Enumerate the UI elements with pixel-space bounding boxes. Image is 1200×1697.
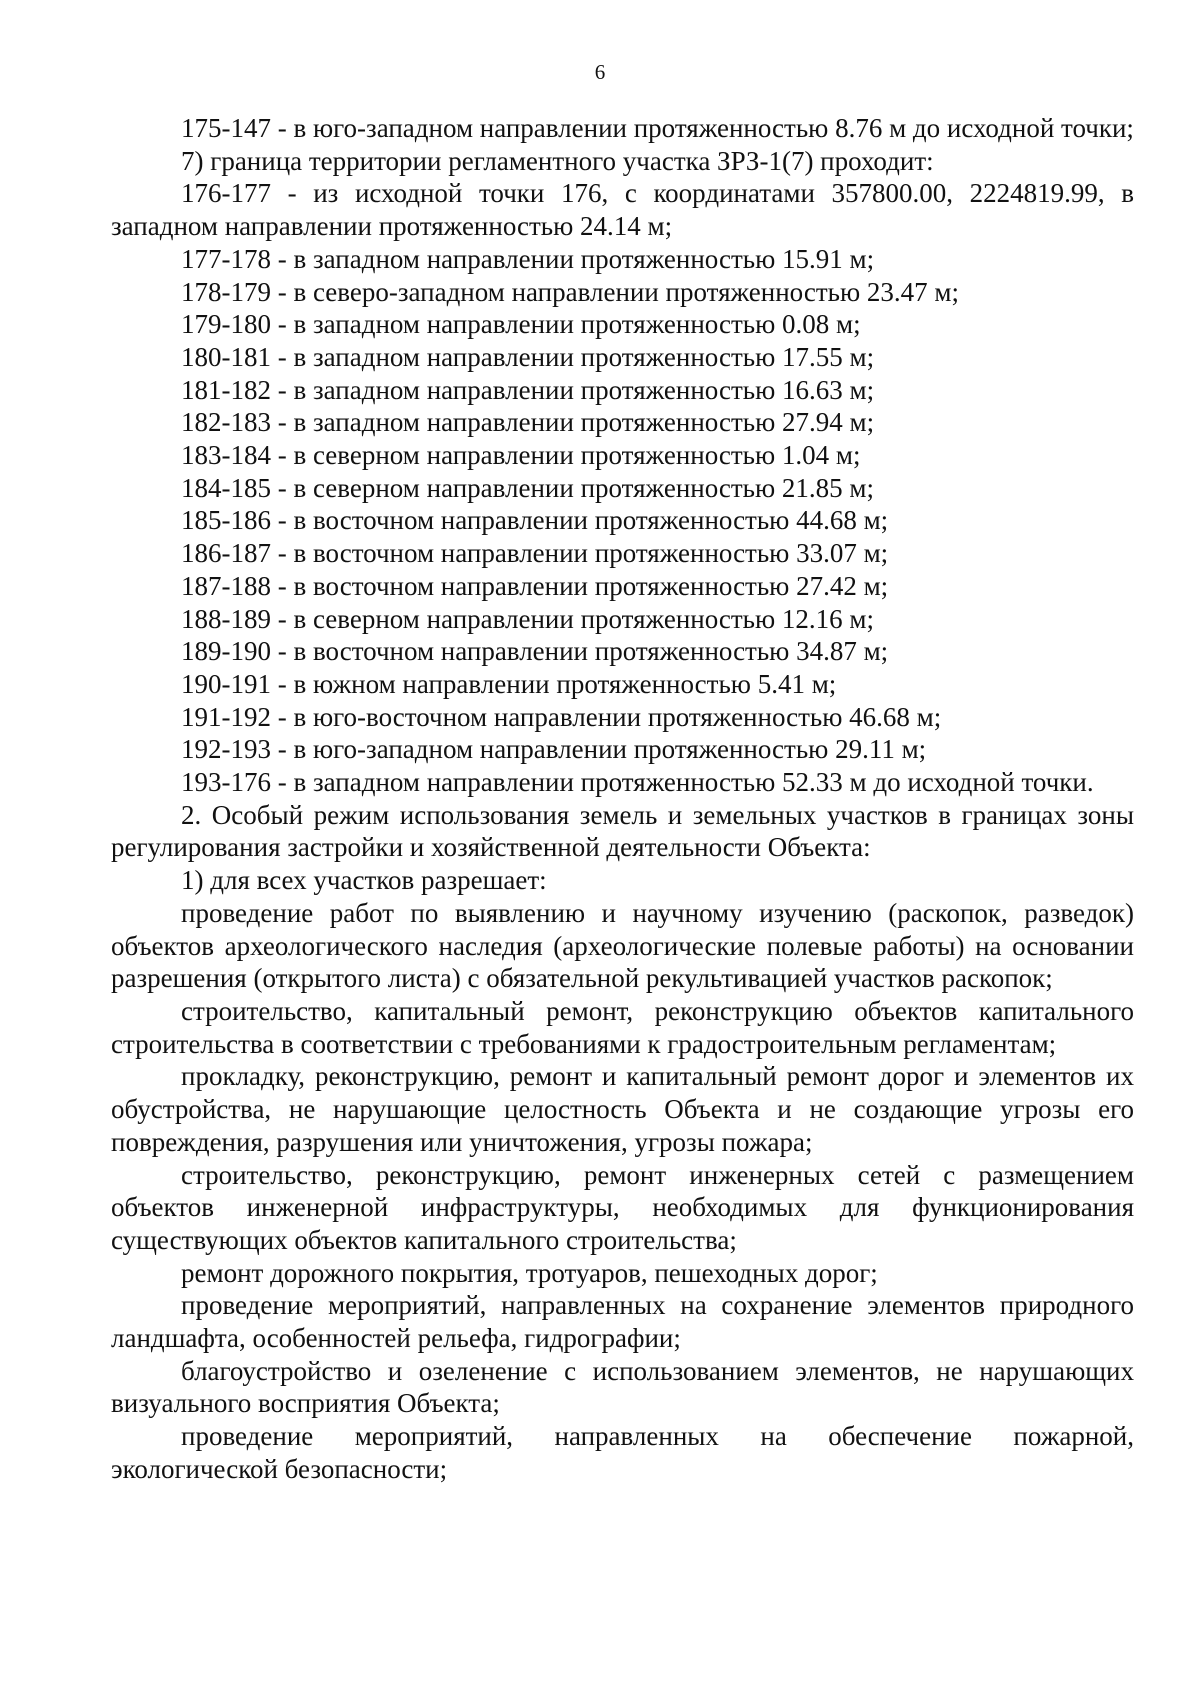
paragraph: 189-190 - в восточном направлении протяженностью 34.87 м; [181, 636, 889, 667]
paragraph: 184-185 - в северном направлении протяженностью 21.85 м; [181, 472, 874, 503]
paragraph: 192-193 - в юго-западном направлении протяженностью 29.11 м; [181, 734, 927, 765]
paragraph: 183-184 - в северном направлении протяженностью 1.04 м; [181, 440, 861, 471]
paragraph: 182-183 - в западном направлении протяженностью 27.94 м; [181, 407, 875, 438]
paragraph: проведение работ по выявлению и научному изучению (раскопок, разведок) объектов археологического наследия (археологические полевые работы) на основании разрешения (открытого листа) с обязательной рекультивацией участков раскопок; [111, 897, 1134, 994]
paragraph: 2. Особый режим использования земель и земельных участков в границах зоны регулирования застройки и хозяйственной деятельности Объекта: [111, 799, 1134, 863]
paragraph: 188-189 - в северном направлении протяженностью 12.16 м; [181, 603, 874, 634]
paragraph: строительство, реконструкцию, ремонт инженерных сетей с размещением объектов инженерной инфраструктуры, необходимых для функционирования существующих объектов капитального строительства; [111, 1159, 1134, 1255]
paragraph: 178-179 - в северо-западном направлении протяженностью 23.47 м; [181, 276, 959, 307]
paragraph: 186-187 - в восточном направлении протяженностью 33.07 м; [181, 538, 889, 569]
paragraph: 193-176 - в западном направлении протяженностью 52.33 м до исходной точки. [181, 767, 1094, 798]
page-number: 6 [594, 60, 606, 84]
paragraph: 175-147 - в юго-западном направлении протяженностью 8.76 м до исходной точки; [181, 113, 1134, 143]
paragraph: 190-191 - в южном направлении протяженностью 5.41 м; [181, 668, 837, 699]
paragraph: благоустройство и озеленение с использованием элементов, не нарушающих визуального восприятия Объекта; [111, 1355, 1134, 1419]
document-body [111, 112, 1134, 1486]
paragraph: 187-188 - в восточном направлении протяженностью 27.42 м; [181, 570, 889, 601]
paragraph: 179-180 - в западном направлении протяженностью 0.08 м; [181, 309, 861, 340]
paragraph: проведение мероприятий, направленных на обеспечение пожарной, экологической безопасности; [111, 1421, 1134, 1484]
paragraph: 1) для всех участков разрешает: [181, 865, 547, 896]
paragraph: проведение мероприятий, направленных на сохранение элементов природного ландшафта, особенностей рельефа, гидрографии; [111, 1290, 1134, 1354]
paragraph: прокладку, реконструкцию, ремонт и капитальный ремонт дорог и элементов их обустройства, не нарушающие целостность Объекта и не создающие угрозы его повреждения, разрушения или уничтожения, угрозы пожара; [111, 1061, 1134, 1157]
paragraph: 191-192 - в юго-восточном направлении протяженностью 46.68 м; [181, 701, 942, 732]
paragraph: 7) граница территории регламентного участка ЗРЗ-1(7) проходит: [181, 145, 934, 176]
paragraph: ремонт дорожного покрытия, тротуаров, пешеходных дорог; [181, 1257, 878, 1288]
paragraph: строительство, капитальный ремонт, реконструкцию объектов капитального строительства в соответствии с требованиями к градостроительным регламентам; [111, 995, 1134, 1059]
paragraph: 181-182 - в западном направлении протяженностью 16.63 м; [181, 374, 875, 405]
paragraph: 185-186 - в восточном направлении протяженностью 44.68 м; [181, 505, 889, 536]
paragraph: 177-178 - в западном направлении протяженностью 15.91 м; [181, 243, 875, 274]
paragraph: 176-177 - из исходной точки 176, с координатами 357800.00, 2224819.99, в западном направлении протяженностью 24.14 м; [111, 178, 1134, 242]
paragraph: 180-181 - в западном направлении протяженностью 17.55 м; [181, 341, 875, 372]
